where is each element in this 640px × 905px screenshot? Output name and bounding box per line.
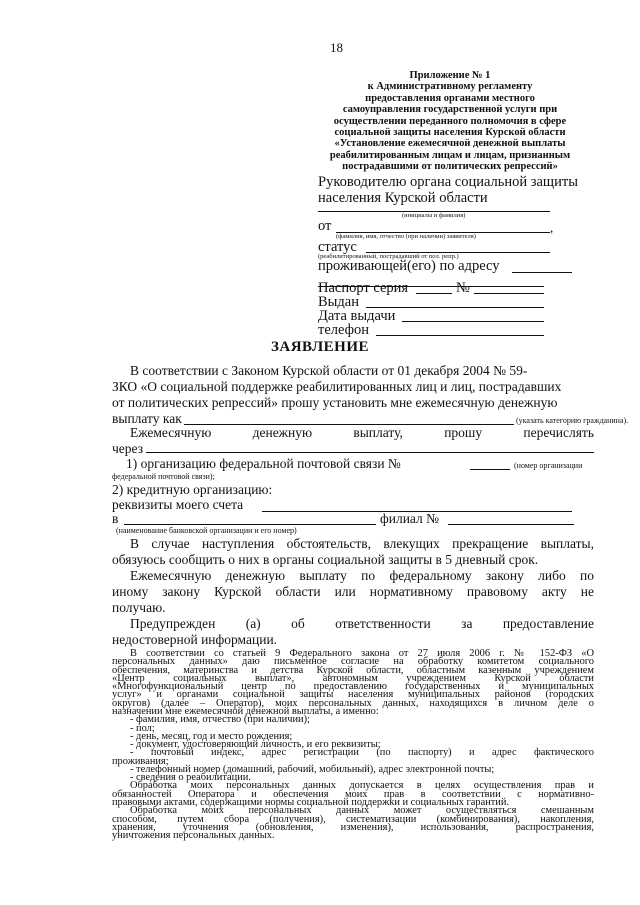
issued-label: Выдан bbox=[318, 294, 359, 310]
body-text: обязуюсь сообщить о них в органы социальной защиты в 5 дневный срок. bbox=[112, 552, 539, 567]
body-text: получаю. bbox=[112, 600, 166, 615]
processing-text: Обработка моих персональных данных допускается в целях осуществления прав и bbox=[130, 780, 594, 792]
fullname-caption: (фамилия, имя, отчество (при наличии) заявителя) bbox=[336, 233, 476, 240]
list-item: - пол; bbox=[130, 722, 155, 734]
bank-caption: (наименование банковской организации и его номер) bbox=[116, 526, 297, 535]
bank-line[interactable] bbox=[124, 524, 376, 525]
post-number-line[interactable] bbox=[470, 469, 510, 470]
passport-series-line[interactable] bbox=[416, 293, 452, 294]
residing-label: проживающей(его) по адресу bbox=[318, 258, 500, 274]
post-caption: (номер организации bbox=[514, 461, 583, 470]
phone-line[interactable] bbox=[376, 335, 544, 336]
appendix-line: социальной защиты населения Курской области bbox=[334, 127, 566, 139]
issue-date-line[interactable] bbox=[402, 321, 544, 322]
appendix-line: предоставления органами местного bbox=[365, 92, 535, 104]
appendix-line: самоуправления государственной услуги при bbox=[342, 104, 558, 116]
option-post: 1) организацию федеральной почтовой связи № bbox=[126, 456, 401, 471]
category-caption: (указать категорию гражданина). bbox=[516, 416, 629, 425]
appendix-line: пострадавшими от политических репрессий» bbox=[342, 161, 558, 173]
body-text: выплату как bbox=[112, 411, 182, 426]
phone-label: телефон bbox=[318, 322, 370, 338]
consent-text: обеспечения, материнства и детства Курской области, областным казенным учреждением bbox=[112, 664, 594, 676]
document-title: ЗАЯВЛЕНИЕ bbox=[270, 339, 370, 355]
processing-text: способом, путем сбора (получения), систематизации (комбинирования), накопления, bbox=[112, 813, 594, 825]
consent-text: назначении мне ежемесячной денежной выплаты, а именно: bbox=[112, 705, 379, 717]
body-text: недостоверной информации. bbox=[112, 632, 278, 647]
processing-text: хранения, уточнения (обновления, изменения), использования, распространения, bbox=[112, 821, 594, 833]
issue-date-label: Дата выдачи bbox=[318, 308, 396, 324]
body-text: Ежемесячную денежную выплату по федеральному закону либо по bbox=[130, 568, 594, 583]
address-line-1[interactable] bbox=[512, 272, 572, 273]
initials-caption: (инициалы и фамилия) bbox=[402, 212, 466, 219]
list-item: - фамилия, имя, отчество (при наличии); bbox=[130, 714, 310, 726]
appendix-line: реабилитированным лицам и лицам, признанным bbox=[329, 149, 571, 161]
from-label: от bbox=[318, 218, 332, 234]
processing-text: правовыми актами, содержащими нормы социальной поддержки и социальных гарантий. bbox=[112, 796, 510, 808]
appendix-line: «Установление ежемесячной денежной выплаты bbox=[334, 138, 566, 150]
passport-no-label: № bbox=[456, 280, 470, 296]
list-item: - документ, удостоверяющий личность, и его реквизиты; bbox=[130, 739, 381, 750]
appendix-line: к Административному регламенту bbox=[367, 81, 533, 93]
list-item: - сведения о реабилитации. bbox=[130, 772, 251, 784]
post-caption-2: федеральной почтовой связи); bbox=[112, 472, 215, 481]
body-text: Ежемесячную денежную выплату, прошу перечислять bbox=[130, 425, 594, 440]
consent-text: услуг» и органами социальной защиты населения муниципальных районов (городских bbox=[112, 689, 594, 701]
consent-text: В соответствии со статьей 9 Федерального закона от 27 июля 2006 г. № 152-ФЗ «О bbox=[130, 648, 594, 659]
transfer-line[interactable] bbox=[146, 452, 594, 453]
appendix-line: Приложение № 1 bbox=[409, 70, 491, 81]
body-text: Предупрежден (а) об ответственности за предоставление bbox=[130, 616, 594, 631]
appendix-line: осуществлении переданного полномочия в сфере bbox=[333, 115, 567, 127]
passport-no-line[interactable] bbox=[474, 293, 544, 294]
processing-text: уничтожения персональных данных. bbox=[112, 830, 275, 841]
list-item: - день, месяц, год и место рождения; bbox=[130, 730, 293, 742]
option-bank: 2) кредитную организацию: bbox=[112, 482, 273, 497]
branch-line[interactable] bbox=[448, 524, 574, 525]
recipient-line-1: Руководителю органа социальной защиты bbox=[318, 174, 578, 190]
processing-text: обязанностей Оператора и обеспечения моих прав в соответствии с нормативно- bbox=[112, 788, 594, 800]
branch-label: филиал № bbox=[380, 511, 440, 526]
list-item: - почтовый индекс, адрес регистрации (по паспорту) и адрес фактического bbox=[130, 747, 594, 759]
appendix-header bbox=[300, 70, 600, 173]
status-label: статус bbox=[318, 239, 357, 255]
body-text: В соответствии с Законом Курской области от 01 декабря 2004 № 59- bbox=[130, 363, 528, 378]
account-label: реквизиты моего счета bbox=[112, 497, 244, 512]
consent-text: округов) (далее – Оператор), моих персональных данных, находящихся в личном деле о bbox=[112, 697, 594, 709]
consent-text: «Многофункциональный центр по предоставлению государственных и муниципальных bbox=[112, 681, 594, 693]
list-item: проживания; bbox=[112, 755, 169, 767]
page-number: 18 bbox=[330, 40, 343, 55]
passport-series-label: Паспорт серия bbox=[318, 280, 409, 296]
body-text: В случае наступления обстоятельств, влекущих прекращение выплаты, bbox=[130, 536, 594, 551]
status-caption: (реабилитированный, пострадавший от пол. репр.) bbox=[318, 253, 459, 260]
list-item: - телефонный номер (домашний, рабочий, мобильный), адрес электронной почты; bbox=[130, 763, 495, 775]
recipient-line-2: населения Курской области bbox=[318, 190, 488, 206]
consent-text: «Центр социальных выплат», автономным учреждением Курской области bbox=[112, 672, 594, 684]
body-text: от политических репрессий» прошу установить мне ежемесячную денежную bbox=[112, 395, 558, 410]
consent-text: персональных данных» даю письменное согласие на обработку комитетом социального bbox=[112, 656, 594, 668]
body-text: ЗКО «О социальной поддержке реабилитированных лиц и лиц, пострадавших bbox=[112, 379, 562, 394]
in-label: в bbox=[112, 511, 119, 526]
processing-text: Обработка моих персональных данных может осуществляться смешанным bbox=[130, 805, 594, 817]
body-text: иному закону Курской области или нормативному правовому акту не bbox=[112, 584, 594, 599]
body-text: через bbox=[112, 441, 144, 456]
